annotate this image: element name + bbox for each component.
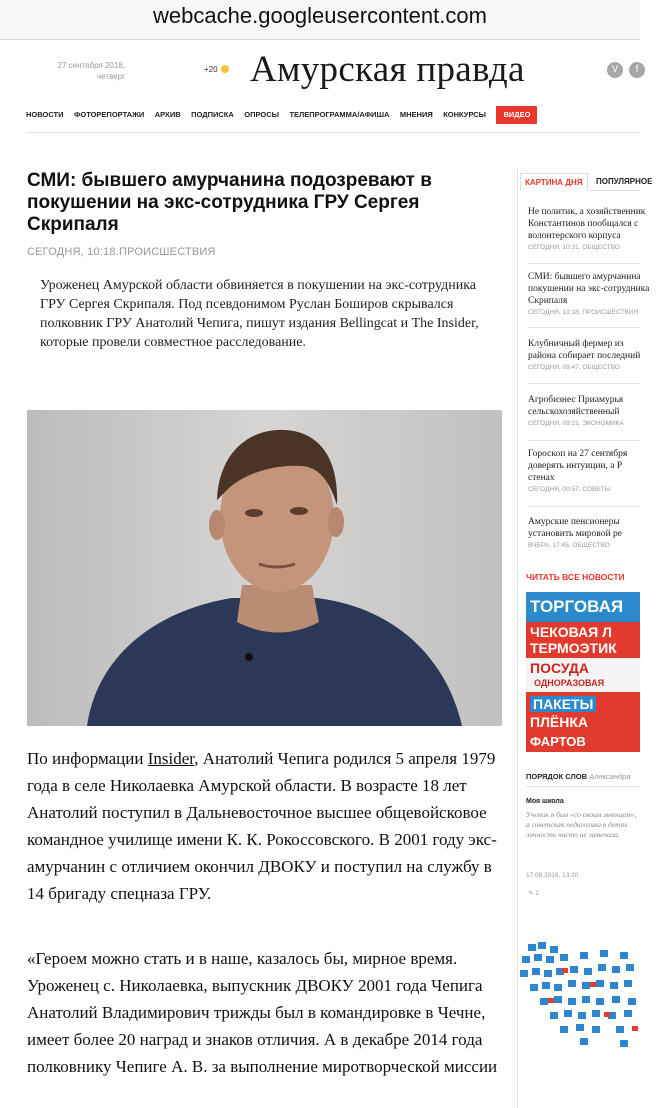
vk-icon[interactable]: V <box>607 62 623 78</box>
news-separator <box>528 440 640 441</box>
news-title-line: доверять интуиции, а Р <box>528 461 623 471</box>
article-lead: Уроженец Амурской области обвиняется в покушении на экс-сотрудника ГРУ Сергея Скрипаля. Под псевдонимом Руслан Боширов скрывался полковник ГРУ Анатолий Чепига, пишут издания Bellingcat и The Insider, которые провели совместное расследование. <box>40 278 479 350</box>
news-meta: СЕГОДНЯ, 10:31, ОБЩЕСТВО <box>528 244 620 251</box>
ad-line: ЧЕКОВАЯ Л <box>530 624 612 640</box>
nav-item-news[interactable]: НОВОСТИ <box>26 110 64 119</box>
nav-item-subscribe[interactable]: ПОДПИСКА <box>191 110 234 119</box>
nav-item-contests[interactable]: КОНКУРСЫ <box>443 110 487 119</box>
news-title-line: Гороскоп на 27 сентября <box>528 449 628 459</box>
ad-line: ПЛЁНКА <box>530 714 589 730</box>
page <box>0 40 653 1097</box>
comment-count[interactable] <box>528 889 539 897</box>
news-title-line: Амурские пенсионеры <box>528 517 620 527</box>
news-title-line: Константинов пообщался с <box>528 219 639 229</box>
news-title-line: Агробизнес Приамурья <box>528 395 624 405</box>
news-separator <box>528 327 640 328</box>
news-meta: СЕГОДНЯ, 00:57, СОВЕТЫ <box>528 486 611 493</box>
ad-line: ТОРГОВАЯ <box>526 592 640 622</box>
news-item[interactable] <box>528 338 640 371</box>
russia-map-icon <box>520 942 640 1102</box>
nav-item-tv[interactable]: ТЕЛЕПРОГРАММА/АФИША <box>289 110 390 119</box>
nav-item-video[interactable]: ВИДЕО <box>496 106 537 124</box>
news-separator <box>528 263 640 264</box>
russia-map-graphic <box>520 942 640 1102</box>
paragraph-text: По информации <box>27 749 148 768</box>
column-title: ПОРЯДОК СЛОВ <box>526 772 588 781</box>
temperature: +20 <box>204 65 218 74</box>
column-divider-line <box>526 786 640 787</box>
news-separator <box>528 506 640 507</box>
news-title-line: стенах <box>528 473 555 483</box>
column-author: Александра <box>589 772 631 781</box>
school-column-title[interactable]: Моя школа <box>526 798 564 805</box>
comment-number: 1 <box>535 890 539 897</box>
main-nav <box>26 104 543 122</box>
news-item[interactable] <box>528 206 646 251</box>
insider-link[interactable]: Insider <box>147 749 195 768</box>
news-title-line: волонтерского корпуса <box>528 231 621 241</box>
article-paragraph-2: «Героем можно стать и в наше, казалось бы, мирное время. Уроженец с. Николаевка, выпускник ДВОКУ 2001 года Чепига Анатолий Владимирович трижды был в командировке в Чечне, имеет более 20 наград и знаков отличия. А в декабре 2014 года полковнику Чепиге А. В. за выполнение миротворческой миссии <box>27 949 498 1076</box>
paragraph-text: , Анатолий Чепига родился 5 апреля 1979 года в селе Николаевка Амурской области. В возрасте 18 лет Анатолий поступил в Дальневосточное высшее общевойсковое командное училище имени К. К. Рокоссовского. В 2001 году экс-амурчанин с отличием окончил ДВОКУ и поступил на службу в 14 бригаду спецназа ГРУ. <box>27 749 497 903</box>
article-paragraph-1 <box>27 745 507 907</box>
news-meta: ВЧЕРА, 17:45, ОБЩЕСТВО <box>528 542 610 549</box>
news-item[interactable] <box>528 271 650 316</box>
ad-line: ПАКЕТЫ <box>530 696 596 712</box>
news-title-line: Клубничный фермер из <box>528 339 624 349</box>
nav-item-archive[interactable]: АРХИВ <box>154 110 181 119</box>
weather <box>204 65 229 74</box>
portrait-illustration <box>27 410 502 726</box>
advertisement-banner[interactable] <box>526 592 640 752</box>
news-meta: СЕГОДНЯ, 09:21, ЭКОНОМИКА <box>528 420 624 427</box>
column-divider <box>517 168 518 1108</box>
url-text: webcache.googleusercontent.com <box>153 3 487 28</box>
ad-line: ОДНОРАЗОВАЯ <box>534 678 605 688</box>
browser-address-bar[interactable] <box>0 0 640 40</box>
tab-popular[interactable]: ПОПУЛЯРНОЕ <box>596 177 653 186</box>
article-photo <box>27 410 502 726</box>
article-meta: СЕГОДНЯ, 10:18.ПРОИСШЕСТВИЯ <box>27 246 216 258</box>
news-item[interactable] <box>528 448 640 493</box>
ad-line: ТЕРМОЭТИК <box>530 640 617 656</box>
sun-icon <box>221 65 229 73</box>
news-title-line: установить мировой ре <box>528 529 622 539</box>
sidebar-tabs <box>520 173 653 191</box>
school-column-quote: Ученик я был «со своим мнением», а советская педагогика в детях личность часто не замечала. <box>526 810 637 839</box>
article-title: СМИ: бывшего амурчанина подозревают в покушении на экс-сотрудника ГРУ Сергея Скрипаля <box>27 170 432 235</box>
site-logo[interactable]: Амурская правда <box>250 49 525 90</box>
weekday: четверг <box>97 72 125 81</box>
ad-line: ПОСУДА <box>530 660 589 676</box>
tab-day-picture[interactable]: КАРТИНА ДНЯ <box>520 173 588 191</box>
word-order-header[interactable] <box>526 772 640 781</box>
news-meta: СЕГОДНЯ, 09:47, ОБЩЕСТВО <box>528 364 620 371</box>
comment-icon: ✎ <box>528 890 534 897</box>
news-item[interactable] <box>528 394 640 427</box>
read-all-news-link[interactable]: ЧИТАТЬ ВСЕ НОВОСТИ <box>526 572 625 582</box>
news-title-line: района собирает последний <box>528 351 641 361</box>
news-separator <box>528 383 640 384</box>
masthead <box>0 40 640 100</box>
news-title-line: Скрипаля <box>528 296 568 306</box>
news-item[interactable] <box>528 516 640 549</box>
news-title-line: сельскохозяйственный <box>528 407 620 417</box>
news-title-line: СМИ: бывшего амурчанина <box>528 272 641 282</box>
school-column-date: 17.09.2018, 13:20 <box>526 872 579 879</box>
nav-item-photo[interactable]: ФОТОРЕПОРТАЖИ <box>73 110 145 119</box>
nav-divider <box>26 132 640 133</box>
news-title-line: покушении на экс-сотрудника <box>528 284 650 294</box>
nav-item-opinions[interactable]: МНЕНИЯ <box>399 110 433 119</box>
date <box>40 60 125 82</box>
news-title-line: Не политик, а хозяйственник <box>528 207 646 217</box>
news-meta: СЕГОДНЯ, 10:18, ПРОИСШЕСТВИЯ <box>528 309 639 316</box>
ad-line: ФАРТОВ <box>530 734 586 749</box>
date-line: 27 сентября 2018, <box>57 61 125 70</box>
facebook-icon[interactable]: f <box>629 62 645 78</box>
nav-item-polls[interactable]: ОПРОСЫ <box>244 110 279 119</box>
